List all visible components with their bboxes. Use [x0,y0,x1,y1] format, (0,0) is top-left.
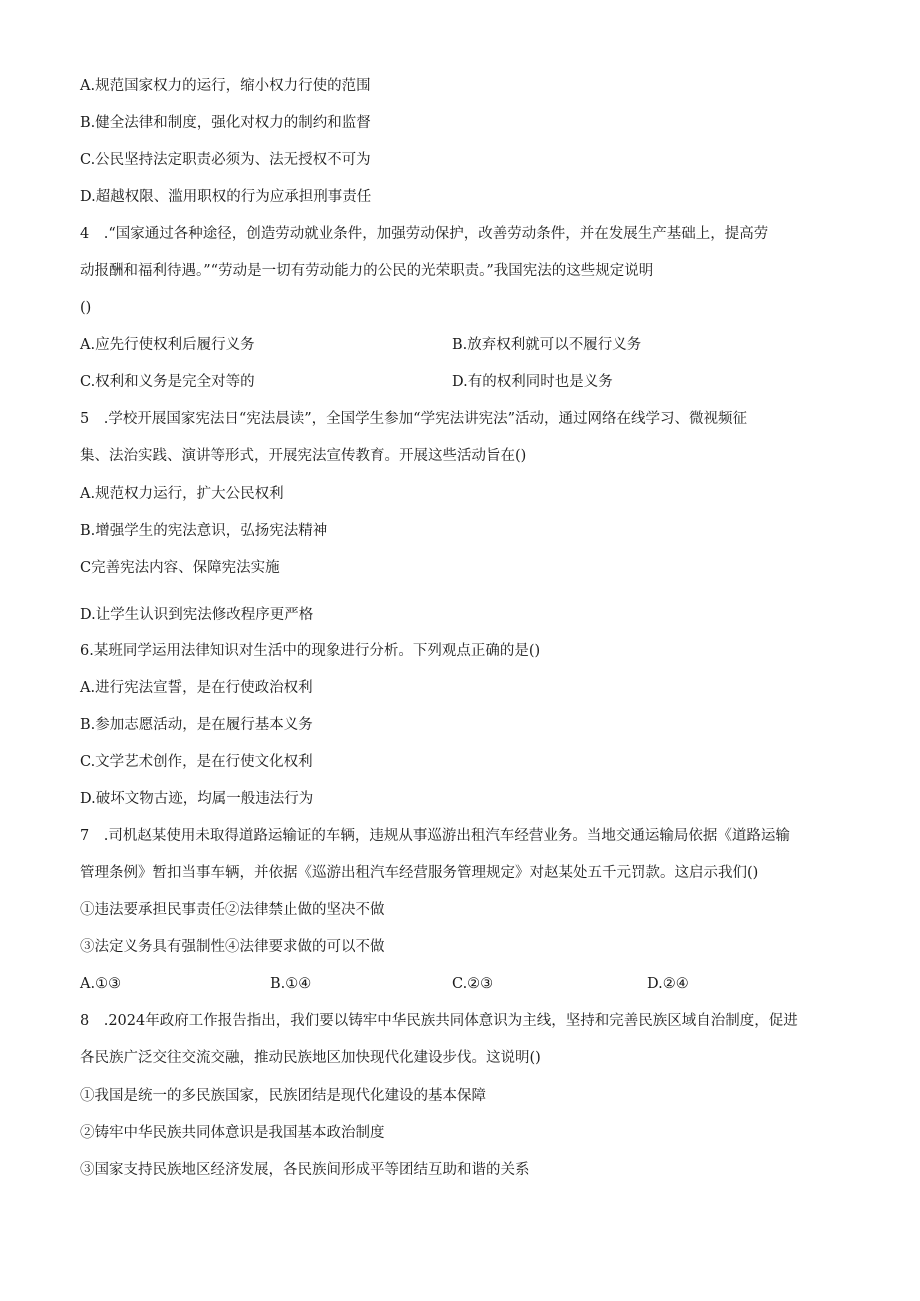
q5-stem-line-1: 5 .学校开展国家宪法日“宪法晨读”，全国学生参加“学宪法讲宪法”活动，通过网络在线学习、微视频征 [80,411,747,427]
q6-option-d: D.破坏文物古迹，均属一般违法行为 [80,791,314,807]
q4-stem-line-1: 4 .“国家通过各种途径，创造劳动就业条件，加强劳动保护，改善劳动条件，并在发展生产基础上，提高劳 [80,226,769,242]
q7-option-c: C.②③ [452,976,494,992]
q5-option-d: D.让学生认识到宪法修改程序更严格 [80,607,314,623]
q7-stem-line-1: 7 .司机赵某使用未取得道路运输证的车辆，违规从事巡游出租汽车经营业务。当地交通运输局依据《道路运输 [80,828,790,844]
q6-option-b: B.参加志愿活动，是在履行基本义务 [80,717,313,733]
q4-stem-line-3: () [80,300,92,316]
q6-stem: 6.某班同学运用法律知识对生活中的现象进行分析。下列观点正确的是() [80,643,541,659]
q7-stem-line-2: 管理条例》暂扣当事车辆，并依据《巡游出租汽车经营服务管理规定》对赵某处五千元罚款。这启示我们() [80,865,759,881]
q4-option-a: A.应先行使权利后履行义务 [80,337,255,353]
q8-stem-line-2: 各民族广泛交往交流交融，推动民族地区加快现代化建设步伐。这说明() [80,1050,541,1066]
q6-option-c: C.文学艺术创作，是在行使文化权利 [80,754,313,770]
q3-option-b: B.健全法律和制度，强化对权力的制约和监督 [80,115,371,131]
q7-option-b: B.①④ [270,976,312,992]
q7-statements-3-4: ③法定义务具有强制性④法律要求做的可以不做 [80,939,385,955]
q4-option-d: D.有的权利同时也是义务 [452,374,613,390]
q5-stem-line-2: 集、法治实践、演讲等形式，开展宪法宣传教育。开展这些活动旨在() [80,448,527,464]
q5-option-b: B.增强学生的宪法意识，弘扬宪法精神 [80,523,328,539]
q3-option-d: D.超越权限、滥用职权的行为应承担刑事责任 [80,189,372,205]
q4-option-c: C.权利和义务是完全对等的 [80,374,255,390]
q8-statement-3: ③国家支持民族地区经济发展，各民族间形成平等团结互助和谐的关系 [80,1162,530,1178]
q8-statement-1: ①我国是统一的多民族国家，民族团结是现代化建设的基本保障 [80,1088,486,1104]
q8-statement-2: ②铸牢中华民族共同体意识是我国基本政治制度 [80,1125,385,1141]
q6-option-a: A.进行宪法宣誓，是在行使政治权利 [80,680,313,696]
q4-stem-line-2: 动报酬和福利待遇。”“劳动是一切有劳动能力的公民的光荣职责。”我国宪法的这些规定说明 [80,263,654,279]
q5-option-c: C完善宪法内容、保障宪法实施 [80,560,280,576]
q7-statements-1-2: ①违法要承担民事责任②法律禁止做的坚决不做 [80,902,385,918]
q3-option-a: A.规范国家权力的运行，缩小权力行使的范围 [80,78,371,94]
q4-option-b: B.放弃权利就可以不履行义务 [452,337,642,353]
q7-option-d: D.②④ [647,976,689,992]
q5-option-a: A.规范权力运行，扩大公民权利 [80,486,284,502]
q7-option-a: A.①③ [80,976,122,992]
q3-option-c: C.公民坚持法定职责必须为、法无授权不可为 [80,152,371,168]
q8-stem-line-1: 8 .2024年政府工作报告指出，我们要以铸牢中华民族共同体意识为主线，坚持和完善民族区域自治制度，促进 [80,1013,798,1029]
